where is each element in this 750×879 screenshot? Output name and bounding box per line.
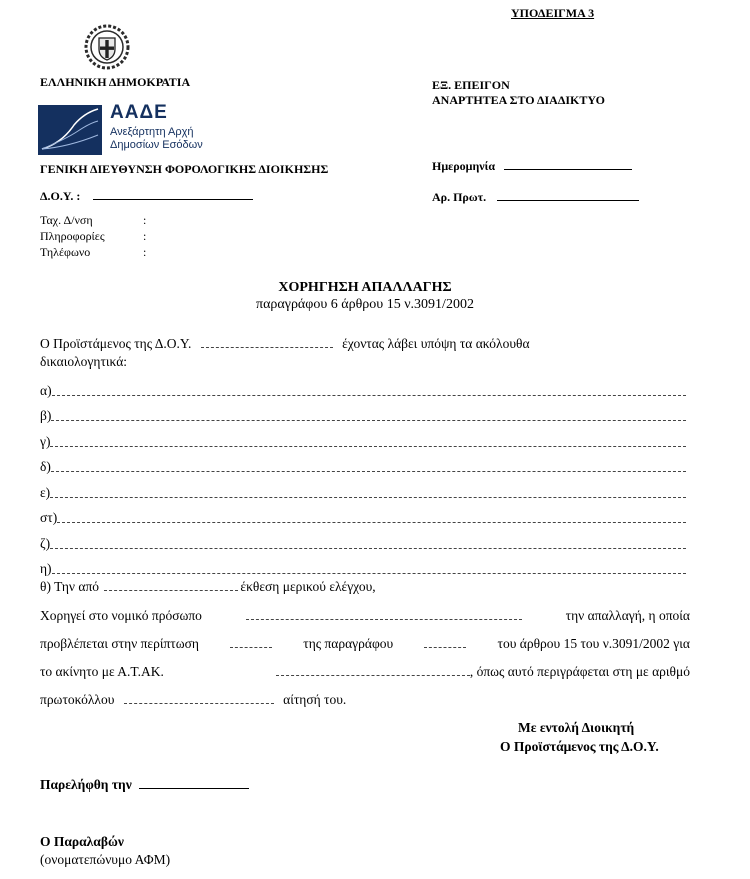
- paragraph-line-3: το ακίνητο με Α.Τ.ΑΚ. , όπως αυτό περιγράφεται στη με αριθμό: [40, 664, 690, 679]
- receiver-note: (ονοματεπώνυμο ΑΦΜ): [40, 852, 171, 867]
- atak-field[interactable]: [276, 675, 470, 676]
- intro-text: Ο Προϊστάμενος της Δ.Ο.Υ.: [40, 336, 192, 351]
- paragraph-line-2: προβλέπεται στην περίπτωση της παραγράφου του άρθρου 15 του ν.3091/2002 για: [40, 636, 690, 651]
- intro-line-2: δικαιολογητικά:: [40, 354, 128, 369]
- received-label: Παρελήφθη την: [40, 777, 132, 792]
- directorate-label: ΓΕΝΙΚΗ ΔΙΕΥΘΥΝΣΗ ΦΟΡΟΛΟΓΙΚΗΣ ΔΙΟΙΚΗΣΗΣ: [40, 162, 329, 176]
- publish-label: ΑΝΑΡΤΗΤΕΑ ΣΤΟ ΔΙΑΔΙΚΤΥΟ: [432, 93, 605, 107]
- protocol-field[interactable]: [497, 200, 639, 201]
- protocol-label: Αρ. Πρωτ.: [432, 190, 487, 204]
- item-field[interactable]: [50, 548, 686, 549]
- intro-line: [40, 336, 530, 352]
- contact-sep: :: [143, 245, 147, 259]
- contact-phone: [40, 245, 146, 260]
- document-subtitle: παραγράφου 6 άρθρου 15 ν.3091/2002: [256, 297, 474, 312]
- aade-name: ΑΑΔΕ: [110, 102, 168, 123]
- contact-sep: :: [143, 213, 147, 227]
- contact-info: [40, 229, 146, 244]
- date-field[interactable]: [504, 169, 632, 170]
- paragraph-field[interactable]: [424, 647, 466, 648]
- case-field[interactable]: [230, 647, 272, 648]
- doy-label: Δ.Ο.Υ. :: [40, 189, 81, 203]
- signature-line-1: Με εντολή Διοικητή: [518, 720, 635, 735]
- list-item: ζ): [40, 526, 686, 552]
- legal-entity-field[interactable]: [246, 619, 522, 620]
- doy-field[interactable]: [93, 199, 253, 200]
- list-item: α): [40, 373, 686, 399]
- protocol-row: [432, 190, 639, 205]
- receiver-label: Ο Παραλαβών: [40, 834, 124, 849]
- theta-line: θ) Την από έκθεση μερικού ελέγχου,: [40, 579, 376, 594]
- doy-row: [40, 189, 253, 204]
- intro-text-2: έχοντας λάβει υπόψη τα ακόλουθα: [342, 336, 530, 351]
- aade-line1: Ανεξάρτητη Αρχή: [110, 126, 194, 138]
- paragraph-line-1: Χορηγεί στο νομικό πρόσωπο την απαλλαγή, η οποία: [40, 608, 690, 623]
- list-item: γ): [40, 424, 686, 450]
- greek-emblem-icon: [84, 24, 130, 70]
- intro-doy-field[interactable]: [201, 347, 333, 348]
- aade-line2: Δημοσίων Εσόδων: [110, 139, 203, 151]
- items-list: [40, 373, 686, 577]
- template-number: ΥΠΟΔΕΙΓΜΑ 3: [511, 6, 595, 20]
- application-protocol-field[interactable]: [124, 703, 274, 704]
- item-field[interactable]: [50, 446, 686, 447]
- received-row: [40, 777, 249, 793]
- list-item: δ): [40, 450, 686, 476]
- item-field[interactable]: [57, 522, 686, 523]
- list-item: β): [40, 399, 686, 425]
- list-item: ε): [40, 475, 686, 501]
- contact-label: Τηλέφωνο: [40, 245, 91, 259]
- aade-logo-icon: [38, 105, 102, 155]
- item-field[interactable]: [50, 497, 686, 498]
- document-title: ΧΟΡΗΓΗΣΗ ΑΠΑΛΛΑΓΗΣ: [278, 280, 452, 295]
- list-item: η): [40, 552, 686, 578]
- urgent-label: ΕΞ. ΕΠΕΙΓΟΝ: [432, 78, 510, 92]
- date-row: [432, 159, 632, 174]
- received-date-field[interactable]: [139, 788, 249, 789]
- item-field[interactable]: [52, 573, 686, 574]
- contact-address: [40, 213, 146, 228]
- theta-date-field[interactable]: [104, 590, 238, 591]
- contact-sep: :: [143, 229, 147, 243]
- paragraph-line-4: πρωτοκόλλου αίτησή του.: [40, 692, 347, 707]
- item-field[interactable]: [51, 471, 686, 472]
- date-label: Ημερομηνία: [432, 159, 496, 173]
- item-field[interactable]: [52, 395, 686, 396]
- list-item: στ): [40, 501, 686, 527]
- republic-label: ΕΛΛΗΝΙΚΗ ΔΗΜΟΚΡΑΤΙΑ: [40, 75, 191, 89]
- contact-label: Πληροφορίες: [40, 229, 105, 243]
- contact-label: Ταχ. Δ/νση: [40, 213, 93, 227]
- signature-line-2: Ο Προϊστάμενος της Δ.Ο.Υ.: [500, 739, 659, 754]
- item-field[interactable]: [51, 420, 686, 421]
